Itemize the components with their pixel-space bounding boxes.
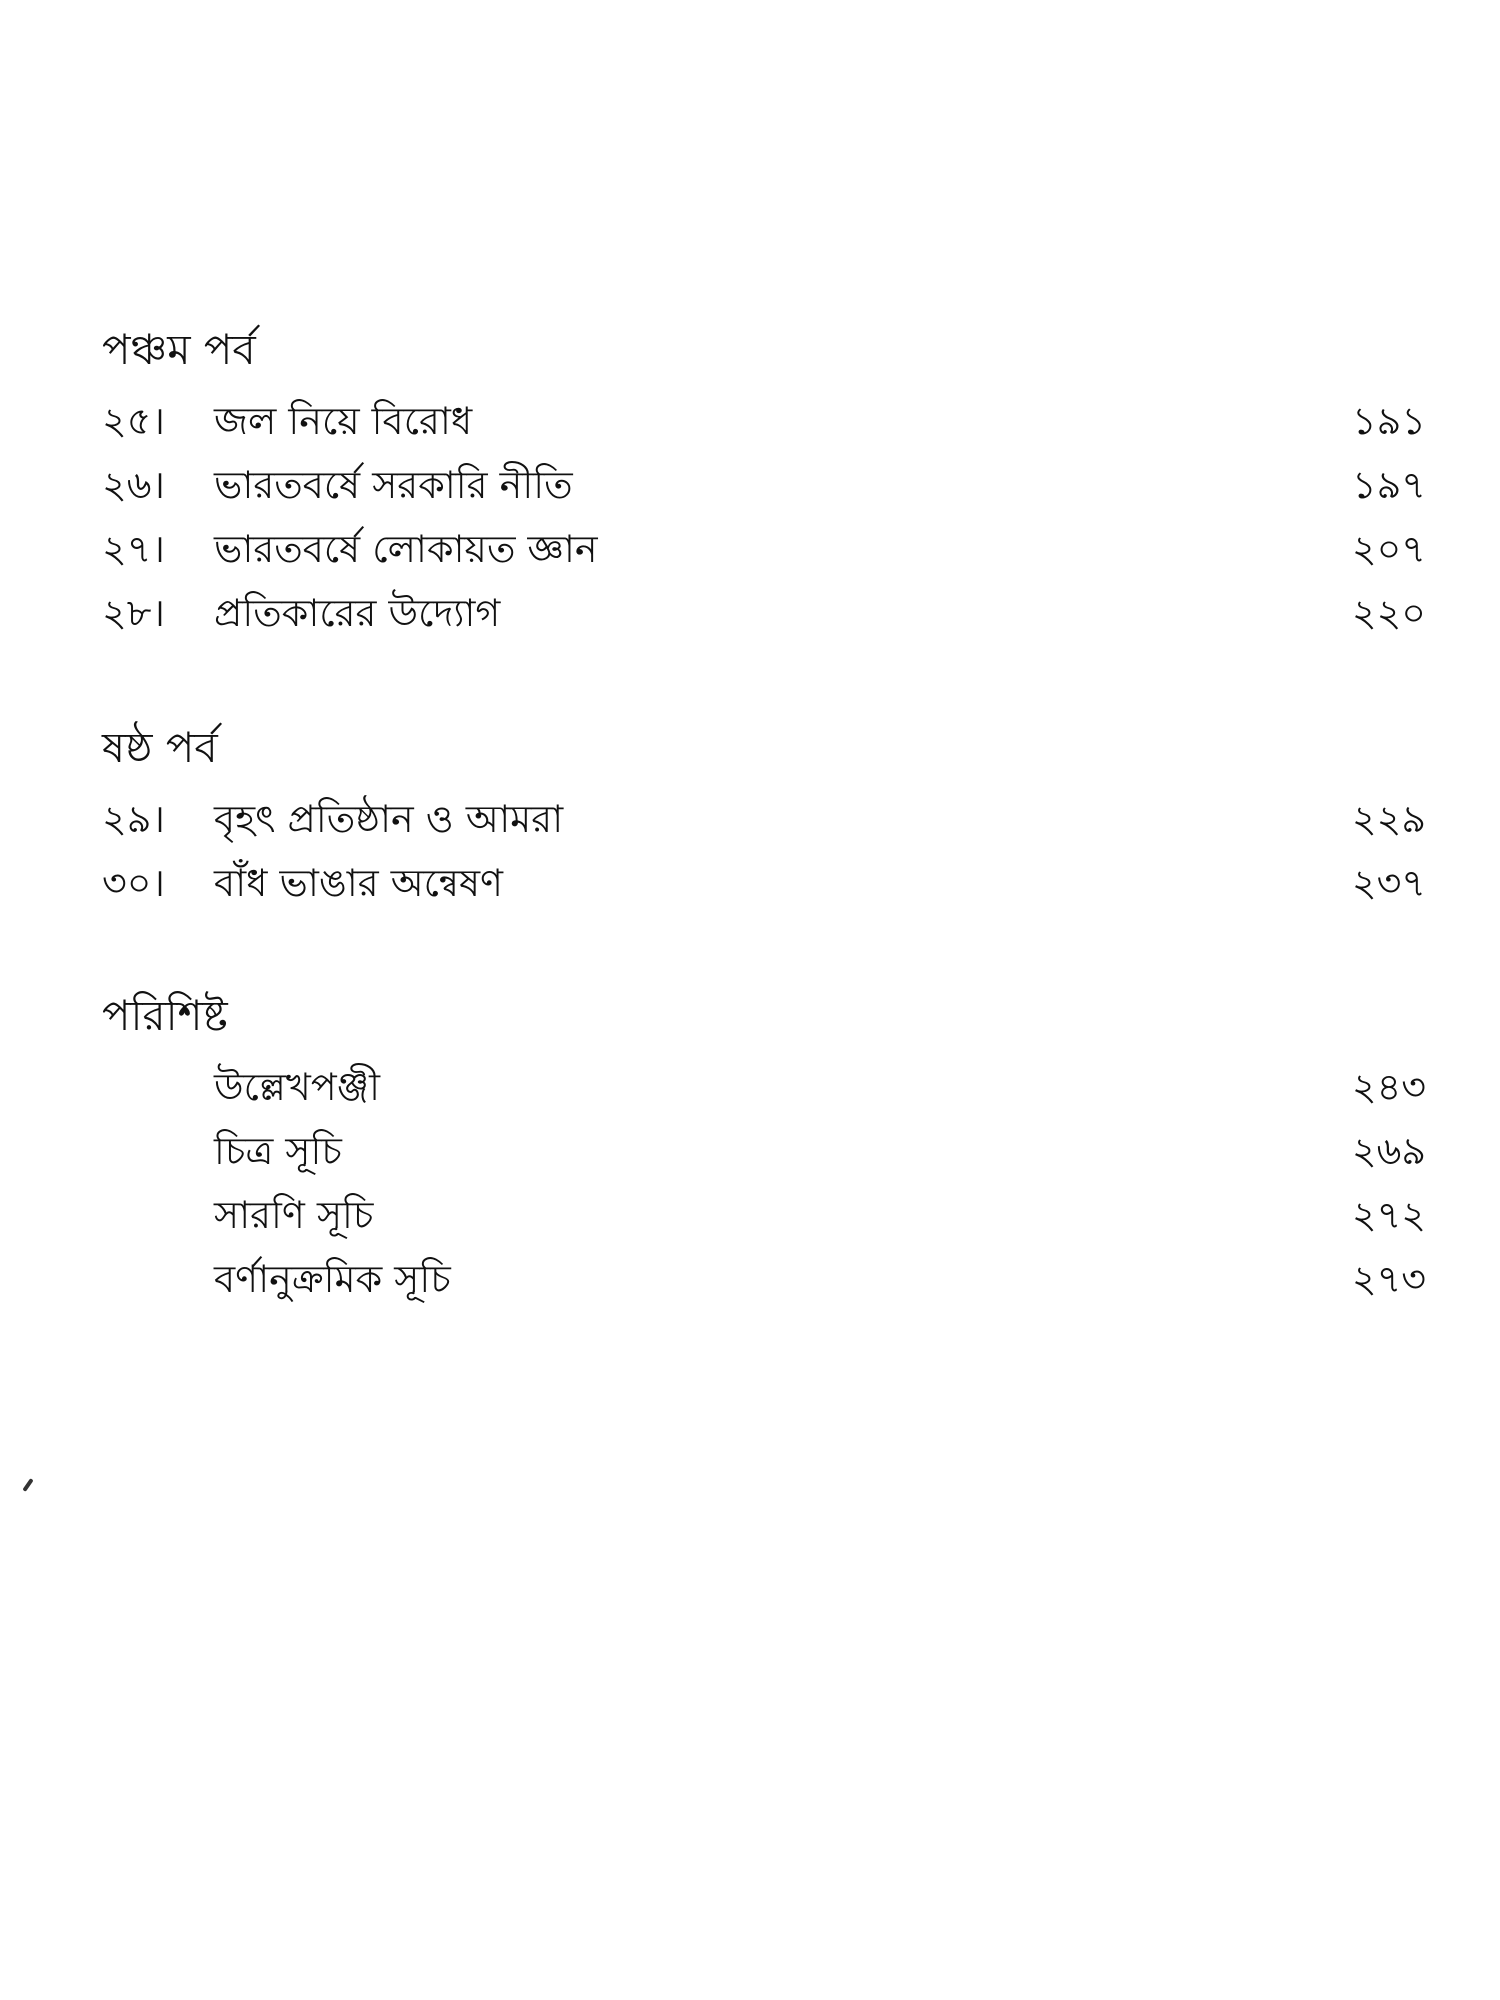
entry-number: ২৭। — [102, 527, 166, 571]
section-title: পঞ্চম পর্ব — [102, 325, 256, 374]
entry-title: ভারতবর্ষে লোকায়ত জ্ঞান — [214, 527, 598, 571]
entry-title: বাঁধ ভাঙার অন্বেষণ — [214, 861, 504, 905]
toc-entry — [102, 523, 1426, 575]
entry-title: সারণি সূচি — [214, 1193, 374, 1237]
entry-page: ১৯৭ — [1351, 463, 1426, 507]
entry-number: ২৫। — [102, 399, 165, 443]
entry-title: ভারতবর্ষে সরকারি নীতি — [214, 463, 573, 507]
entry-page: ২৭৩ — [1351, 1257, 1426, 1301]
toc-entry — [102, 793, 1426, 845]
entry-page: ১৯১ — [1352, 399, 1426, 443]
entry-number: ৩০। — [102, 861, 166, 905]
entry-title: জল নিয়ে বিরোধ — [214, 399, 473, 443]
entry-page: ২৪৩ — [1351, 1065, 1426, 1109]
stray-mark — [22, 1478, 33, 1492]
toc-entry — [102, 459, 1426, 511]
entry-number: ২৬। — [102, 463, 166, 507]
entry-title: চিত্র সূচি — [214, 1129, 342, 1173]
toc-entry — [102, 587, 1426, 639]
entry-page: ২৬৯ — [1351, 1129, 1426, 1173]
entry-page: ২০৭ — [1351, 527, 1426, 571]
entry-number: ২৯। — [102, 797, 165, 841]
toc-entry — [102, 1125, 1426, 1177]
toc-entry — [102, 395, 1426, 447]
toc-entry — [102, 1253, 1426, 1305]
entry-number: ২৮। — [102, 591, 165, 635]
entry-page: ২২৯ — [1351, 797, 1426, 841]
section-title: ষষ্ঠ পর্ব — [102, 723, 218, 772]
section-title: পরিশিষ্ট — [102, 991, 228, 1040]
entry-page: ২৭২ — [1351, 1193, 1426, 1237]
entry-title: প্রতিকারের উদ্যোগ — [214, 591, 501, 635]
entry-title: বৃহৎ প্রতিষ্ঠান ও আমরা — [214, 797, 564, 841]
entry-page: ২৩৭ — [1351, 861, 1426, 905]
entry-title: বর্ণানুক্রমিক সূচি — [214, 1257, 451, 1301]
entry-page: ২২০ — [1351, 591, 1426, 635]
toc-entry — [102, 1061, 1426, 1113]
entry-title: উল্লেখপঞ্জী — [214, 1065, 380, 1109]
toc-entry — [102, 857, 1426, 909]
toc-entry — [102, 1189, 1426, 1241]
